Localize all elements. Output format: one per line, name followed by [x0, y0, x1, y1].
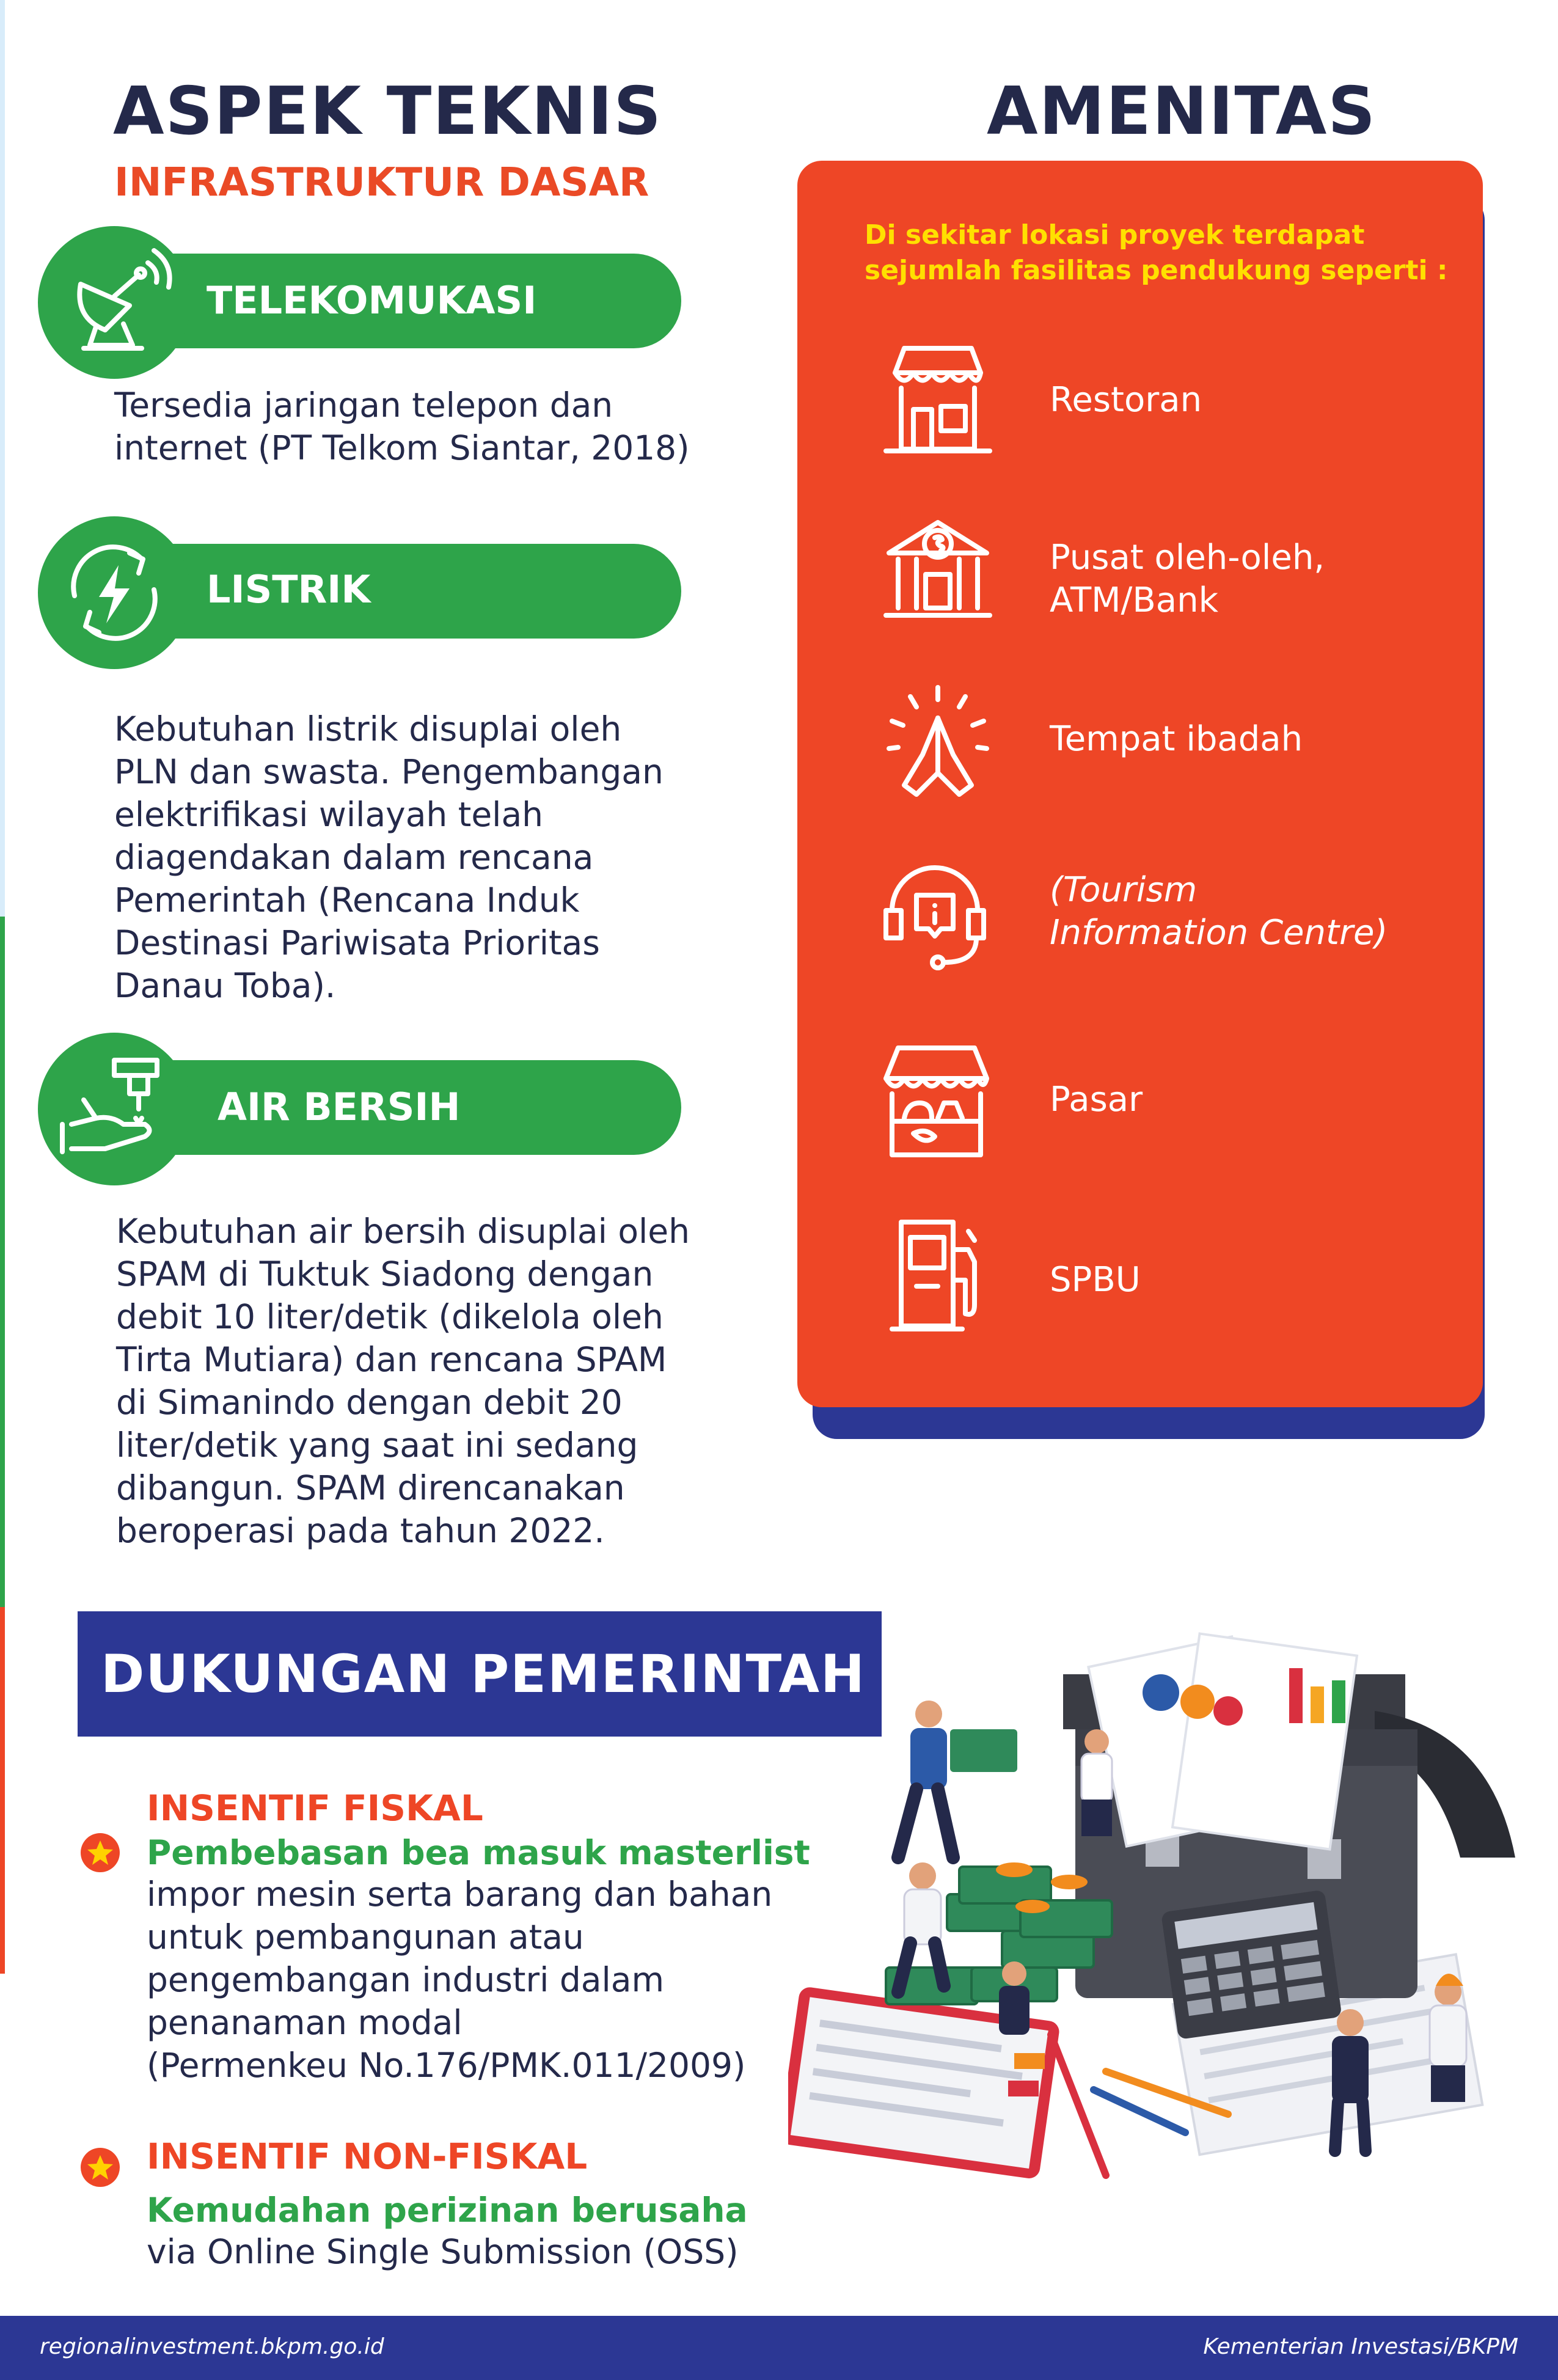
person-woman-right — [1430, 1974, 1466, 2102]
air-bersih-label: AIR BERSIH — [218, 1085, 461, 1129]
nonfiskal-highlight: Kemudahan perizinan berusaha — [147, 2191, 748, 2230]
fiskal-text: impor mesin serta barang dan bahan untuk pembangunan atau pengembangan industri dalam penanaman modal (Permenkeu No.176/PMK.011/2009) — [147, 1875, 773, 2085]
fiskal-star-badge — [81, 1833, 120, 1872]
amenitas-title: AMENITAS — [987, 73, 1377, 150]
telekomunikasi-icon-circle — [38, 226, 191, 379]
person-standing-woman — [1081, 1729, 1112, 1836]
amenitas-item-ibadah: Tempat ibadah — [1050, 719, 1303, 759]
nonfiskal-title: INSENTIF NON-FISKAL — [147, 2136, 588, 2177]
water-tap-icon — [38, 1033, 191, 1185]
person-carrying-money — [898, 1701, 1017, 1858]
air-bersih-text: Kebutuhan air bersih disuplai oleh SPAM di Tuktuk Siadong dengan debit 10 liter/detik (dikelola oleh Tirta Mutiara) dan rencana SPAM di Simanindo dengan debit 20 liter/detik yang saat ini sedang dibangun. SPAM direncanakan beroperasi pada tahun 2022. — [116, 1212, 690, 1550]
telekomunikasi-label: TELEKOMUKASI — [207, 278, 537, 323]
restaurant-icon — [880, 339, 996, 458]
star-icon — [81, 1833, 120, 1872]
amenitas-item-restoran: Restoran — [1050, 380, 1202, 420]
fiskal-highlight: Pembebasan bea masuk masterlist — [147, 1833, 810, 1872]
telekomunikasi-text: Tersedia jaringan telepon dan internet (PT Telkom Siantar, 2018) — [114, 386, 690, 467]
business-illustration — [788, 1625, 1540, 2218]
footer-agency: Kementerian Investasi/BKPM — [1203, 2334, 1518, 2359]
amenitas-item-tic: (Tourism Information Centre) — [1050, 870, 1388, 953]
footer-bar — [0, 2316, 1558, 2380]
edge-strip-blue — [0, 0, 5, 917]
listrik-label: LISTRIK — [207, 567, 371, 612]
market-stall-icon — [877, 1042, 996, 1161]
infrastruktur-subtitle: INFRASTRUKTUR DASAR — [114, 160, 649, 205]
person-sitting — [999, 1961, 1030, 2035]
amenitas-item-pasar: Pasar — [1050, 1080, 1143, 1119]
amenitas-item-spbu: SPBU — [1050, 1260, 1141, 1300]
praying-hands-icon — [880, 681, 996, 804]
footer-website[interactable]: regionalinvestment.bkpm.go.id — [40, 2334, 384, 2359]
dukungan-title: DUKUNGAN PEMERINTAH — [101, 1644, 866, 1705]
report-documents — [1088, 1633, 1357, 1849]
air-bersih-icon-circle — [38, 1033, 191, 1185]
electricity-icon — [38, 516, 191, 669]
star-icon — [81, 2148, 120, 2187]
edge-strip-green — [0, 917, 5, 1607]
bank-icon — [880, 510, 996, 626]
fiskal-title: INSENTIF FISKAL — [147, 1787, 483, 1829]
calculator — [1161, 1889, 1342, 2040]
listrik-text: Kebutuhan listrik disuplai oleh PLN dan swasta. Pengembangan elektrifikasi wilayah telah diagendakan dalam rencana Pemerintah (Rencana Induk Destinasi Pariwisata Prioritas Danau Toba). — [114, 709, 664, 1005]
edge-strip-red — [0, 1607, 5, 1974]
amenitas-intro: Di sekitar lokasi proyek terdapat sejumlah fasilitas pendukung seperti : — [865, 219, 1448, 286]
nonfiskal-star-badge — [81, 2148, 120, 2187]
amenitas-item-bank: Pusat oleh-oleh, ATM/Bank — [1050, 538, 1325, 620]
fuel-pump-icon — [883, 1213, 993, 1335]
satellite-dish-icon — [38, 226, 191, 379]
nonfiskal-text: via Online Single Submission (OSS) — [147, 2232, 739, 2271]
headset-info-icon — [874, 849, 996, 972]
aspek-teknis-title: ASPEK TEKNIS — [113, 73, 663, 150]
listrik-icon-circle — [38, 516, 191, 669]
